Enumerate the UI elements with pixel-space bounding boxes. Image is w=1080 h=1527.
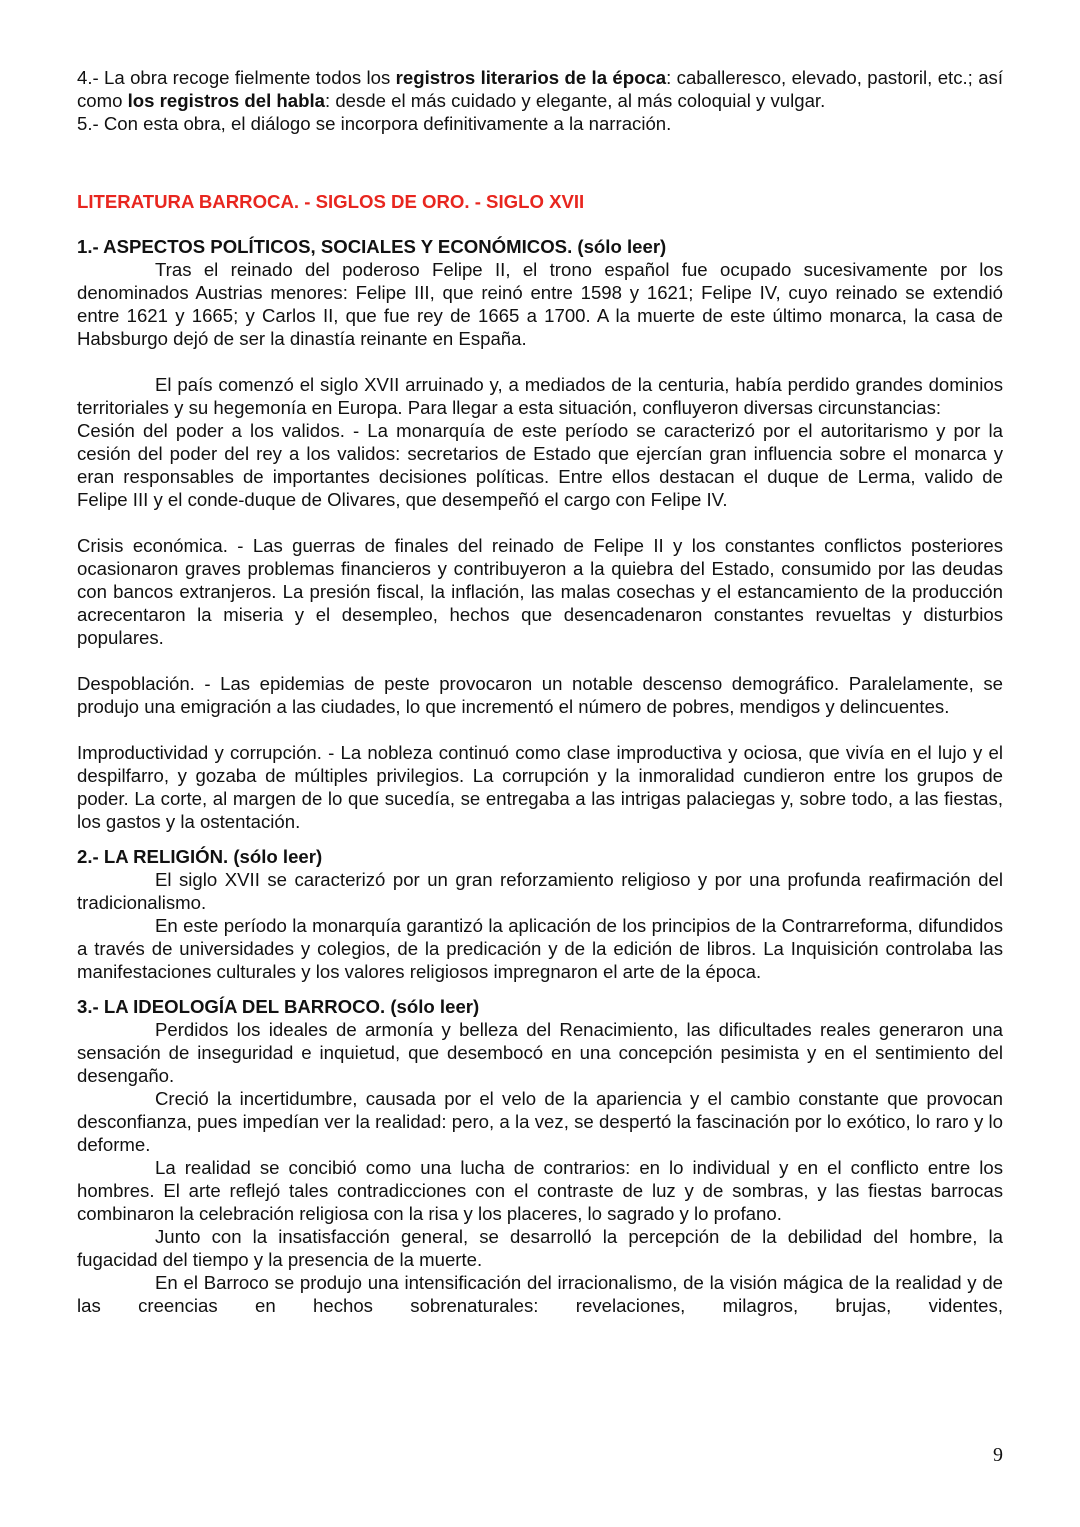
- paragraph: Despoblación. - Las epidemias de peste provocaron un notable descenso demográfico. Paralelamente, se produjo una emigración a las ciudades, lo que incrementó el número de pobres, mendigos y delincuentes.: [77, 673, 1003, 717]
- heading-religion: 2.- LA RELIGIÓN. (sólo leer): [77, 846, 323, 867]
- paragraph: Improductividad y corrupción. - La nobleza continuó como clase improductiva y ociosa, que vivía en el lujo y el despilfarro, y gozaba de múltiples privilegios. La corrupción y la inmoralidad cundieron entre los grupos de poder. La corte, al margen de lo que sucedía, se entregaba a las intrigas palaciegas y, sobre todo, a las fiestas, los gastos y la ostentación.: [77, 742, 1003, 832]
- paragraph: El siglo XVII se caracterizó por un gran reforzamiento religioso y por una profunda reafirmación del tradicionalismo.: [77, 869, 1003, 913]
- paragraph: La realidad se concibió como una lucha de contrarios: en lo individual y en el conflicto entre los hombres. El arte reflejó tales contradicciones con el contraste de luz y de sombras, y las fiestas barrocas combinaron la celebración religiosa con la risa y los placeres, lo sagrado y lo profano.: [77, 1157, 1003, 1224]
- paragraph: Junto con la insatisfacción general, se desarrolló la percepción de la debilidad del hombre, la fugacidad del tiempo y la presencia de la muerte.: [77, 1226, 1003, 1270]
- paragraph: En el Barroco se produjo una intensificación del irracionalismo, de la visión mágica de la realidad y de las creencias en hechos sobrenaturales: revelaciones, milagros, brujas, videntes,: [77, 1272, 1003, 1316]
- intro-point-5: 5.- Con esta obra, el diálogo se incorpora definitivamente a la narración.: [77, 113, 672, 134]
- paragraph: El país comenzó el siglo XVII arruinado y, a mediados de la centuria, había perdido grandes dominios territoriales y su hegemonía en Europa. Para llegar a esta situación, confluyeron diversas circunstancias:: [77, 374, 1003, 418]
- paragraph: Crisis económica. - Las guerras de finales del reinado de Felipe II y los constantes conflictos posteriores ocasionaron graves problemas financieros y contribuyeron a la quiebra del Estado, consumido por las deudas con bancos extranjeros. La presión fiscal, la inflación, las malas cosechas y el estancamiento de la producción acrecentaron la miseria y el desempleo, hechos que desencadenaron constantes revueltas y disturbios populares.: [77, 535, 1003, 648]
- heading-ideologia: 3.- LA IDEOLOGÍA DEL BARROCO. (sólo leer): [77, 996, 480, 1017]
- paragraph: Tras el reinado del poderoso Felipe II, el trono español fue ocupado sucesivamente por los denominados Austrias menores: Felipe III, que reinó entre 1598 y 1621; Felipe IV, cuyo reinado se extendió entre 1621 y 1665; y Carlos II, que fue rey de 1665 a 1700. A la muerte de este último monarca, la casa de Habsburgo dejó de ser la dinastía reinante en España.: [77, 259, 1003, 349]
- section-title: LITERATURA BARROCA. - SIGLOS DE ORO. - SIGLO XVII: [77, 191, 585, 212]
- document-page: [77, 66, 1003, 1317]
- intro-point-4: 4.- La obra recoge fielmente todos los registros literarios de la época: caballeresco, elevado, pastoril, etc.; así como los registros del habla: desde el más cuidado y elegante, al más coloquial y vulgar.: [77, 67, 1003, 111]
- bold-term: registros literarios de la época: [395, 67, 667, 88]
- paragraph: Creció la incertidumbre, causada por el velo de la apariencia y el cambio constante que provocan desconfianza, pues impedían ver la realidad: pero, a la vez, se despertó la fascinación por lo exótico, lo raro y lo deforme.: [77, 1088, 1003, 1155]
- bold-term: los registros del habla: [127, 90, 325, 111]
- heading-aspectos: 1.- ASPECTOS POLÍTICOS, SOCIALES Y ECONÓMICOS. (sólo leer): [77, 236, 667, 257]
- page-number: 9: [993, 1444, 1003, 1466]
- paragraph: Perdidos los ideales de armonía y belleza del Renacimiento, las dificultades reales generaron una sensación de inseguridad e inquietud, que desembocó en una concepción pesimista y en el sentimiento del desengaño.: [77, 1019, 1003, 1086]
- paragraph: En este período la monarquía garantizó la aplicación de los principios de la Contrarreforma, difundidos a través de universidades y colegios, de la predicación y de la edición de libros. La Inquisición controlaba las manifestaciones culturales y los valores religiosos impregnaron el arte de la época.: [77, 915, 1003, 982]
- paragraph: Cesión del poder a los validos. - La monarquía de este período se caracterizó por el autoritarismo y por la cesión del poder del rey a los validos: secretarios de Estado que ejercían gran influencia sobre el monarca y eran responsables de importantes decisiones políticas. Entre ellos destacan el duque de Lerma, valido de Felipe III y el conde-duque de Olivares, que desempeñó el cargo con Felipe IV.: [77, 420, 1003, 510]
